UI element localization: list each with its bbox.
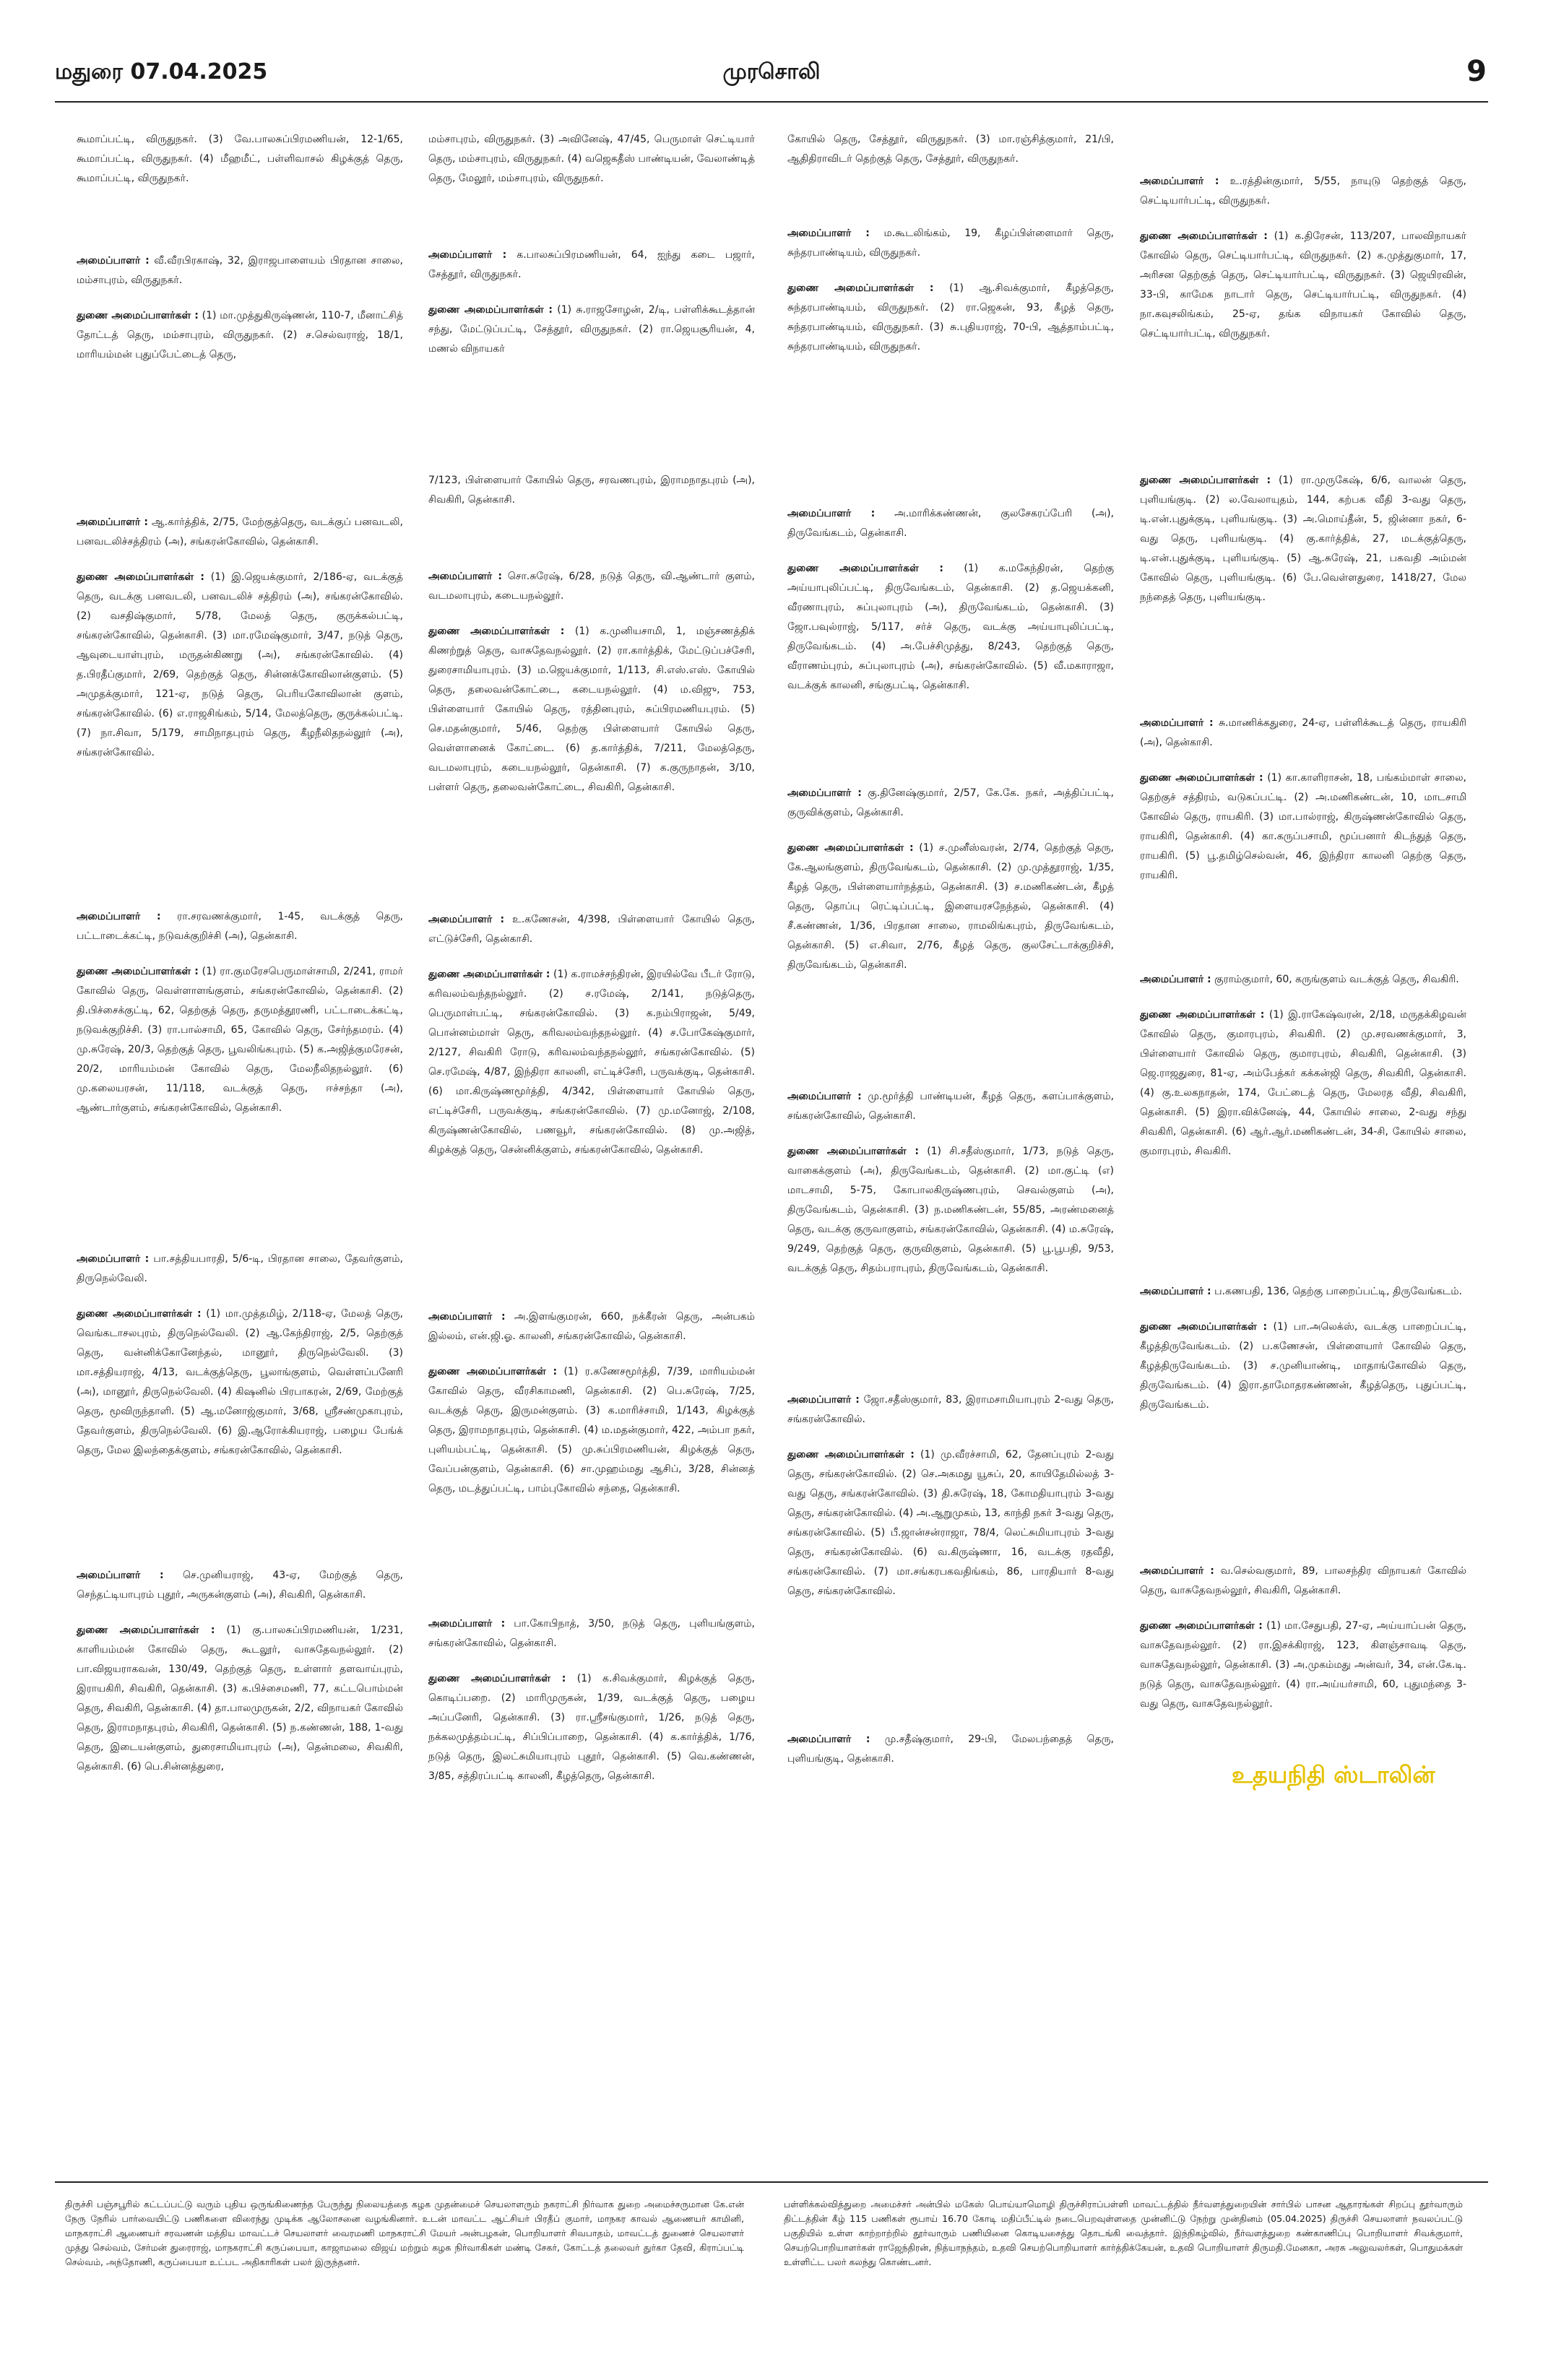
role-label: துணை அமைப்பாளர்கள் :	[428, 1366, 558, 1377]
listing-entry	[1140, 1562, 1466, 1601]
listing-text: (1) ரா.குமரேசபெருமாள்சாமி, 2/241, ராமர் கோவில் தெரு, வெள்ளாளங்குளம், சங்கரன்கோவில், தென்காசி. (2) தி.பிச்சைக்குட்டி, 62, தெற்குத் தெரு, தருமத்தூரணி, பட்டாடைக்கட்டி, நடுவக்குறிச்சி. (3) ரா.பால்சாமி, 65, கோவில் தெரு, சேர்ந்தமரம். (4) மு.சுரேஷ், 20/3, தெற்குத் தெரு, பூவலிங்கபுரம். (5) க.அஜித்குமரேசன், 20/2, மாரியம்மன் கோவில் தெரு, மேலநீலிதநல்லூர். (6) மு.கலையரசன், 11/118, வடக்குத் தெரு, ஈச்சந்தா (அ), ஆண்டார்குளம், சங்கரன்கோவில், தென்காசி.	[77, 966, 403, 1114]
listing-entry	[1140, 172, 1466, 211]
header-rule	[55, 101, 1488, 103]
listing-entry	[1140, 1005, 1466, 1161]
member-listing	[428, 246, 755, 375]
role-label: அமைப்பாளர் :	[77, 516, 149, 528]
member-listing	[77, 1566, 403, 1793]
role-label: அமைப்பாளர் :	[787, 1091, 862, 1102]
member-listing	[428, 910, 755, 1176]
listing-text: க.பாலசுப்பிரமணியன், 64, ஐந்து கடை பஜார், சேத்தூர், விருதுநகர்.	[428, 249, 755, 280]
member-listing	[1140, 714, 1466, 901]
listing-text: கு.தினேஷ்குமார், 2/57, கே.கே. நகர், அத்திப்பட்டி, குருவிக்குளம், தென்காசி.	[787, 787, 1114, 818]
role-label: அமைப்பாளர் :	[428, 249, 507, 261]
listing-text: (1) மு.வீரச்சாமி, 62, தேனப்புரம் 2-வது தெரு, சங்கரன்கோவில். (2) செ.அகமது யூசுப், 20, காயிதேமில்லத் 3-வது தெரு, சங்கரன்கோவில். (3) தி.சுரேஷ், 18, கோமதியாபுரம் 3-வது தெரு, சங்கரன்கோவில். (4) அ.ஆறுமுகம், 13, காந்தி நகர் 3-வது தெரு, சங்கரன்கோவில். (5) பீ.ஜான்சன்ராஜா, 78/4, லெட்சுமியாபுரம் 3-வது தெரு, சங்கரன்கோவில். (6) வ.கிருஷ்ணா, 16, வடக்கு ரதவீதி, சங்கரன்கோவில். (7) மா.சங்கரபகவதிங்கம், 86, பாரதியார் 8-வது தெரு, சங்கரன்கோவில்.	[787, 1449, 1115, 1597]
role-label: அமைப்பாளர் :	[77, 1253, 150, 1265]
member-listing	[428, 1614, 755, 1802]
listing-text: செ.முனியராஜ், 43-ஏ, மேற்குத் தெரு, செந்தட்டியாபுரம் புதூர், அருகன்குளம் (அ), சிவகிரி, தென்காசி.	[77, 1570, 403, 1601]
listing-entry	[787, 279, 1114, 357]
listing-entry	[787, 224, 1114, 263]
listing-entry	[428, 1362, 755, 1499]
role-label: துணை அமைப்பாளர்கள் :	[77, 571, 204, 583]
member-listing	[77, 130, 403, 204]
listing-entry	[1140, 769, 1466, 886]
listing-text: ரா.சரவணக்குமார், 1-45, வடக்குத் தெரு, பட்டாடைக்கட்டி, நடுவக்குறிச்சி (அ), தென்காசி.	[77, 911, 403, 942]
role-label: துணை அமைப்பாளர்கள் :	[1140, 1321, 1268, 1333]
listing-text: (1) ரா.முருகேஷ், 6/6, வாலன் தெரு, புளியங்குடி. (2) ல.வேலாயுதம், 144, கற்பக வீதி 3-வது தெரு, டி.என்.புதுக்குடி, புளியங்குடி. (3) அ.மொய்தீன், 5, ஜின்னா நகர், 6-வது தெரு, புளியங்குடி. (4) கு.கார்த்திக், 27, மடக்குத்தெரு, டி.என்.புதுக்குடி, புளியங்குடி. (5) ஆ.சுரேஷ், 21, பகவதி அம்மன் கோவில் தெரு, புளியங்குடி. (6) பே.வெள்ளதுரை, 1418/27, மேல நந்தைத் தெரு, புளியங்குடி.	[1140, 475, 1466, 603]
listing-text: ஜோ.சதீஸ்குமார், 83, இராமசாமியாபுரம் 2-வது தெரு, சங்கரன்கோவில்.	[787, 1394, 1114, 1425]
listing-text: மம்சாபுரம், விருதுநகர். (3) அவினேஷ், 47/45, பெருமாள் செட்டியார் தெரு, மம்சாபுரம், விருதுநகர். (4) வஜெகதீஸ் பாண்டியன், வேலாண்டித் தெரு, மேலூர், மம்சாபுரம், விருதுநகர்.	[428, 134, 755, 184]
role-label: துணை அமைப்பாளர்கள் :	[77, 1624, 215, 1636]
listing-entry	[77, 306, 403, 365]
listing-text: அ.இளங்குமரன், 660, நக்கீரன் தெரு, அன்பகம் இல்லம், என்.ஜி.ஓ. காலனி, சங்கரன்கோவில், தென்காசி.	[428, 1311, 755, 1342]
listing-text: (1) க.முனியசாமி, 1, மஞ்சணத்திக் கிணற்றுத் தெரு, வாசுதேவநல்லூர். (2) ரா.கார்த்திக், மேட்டுப்பச்சேரி, துரைசாமியாபுரம். (3) ம.ஜெயக்குமார், 1/113, சி.எஸ்.எஸ். கோயில் தெரு, தலைவன்கோட்டை, கடையநல்லூர். (4) ம.விஜு, 753, பிள்ளையார் கோயில் தெரு, ரத்தினபுரம், சுப்பிரமணியபுரம். (5) செ.மதன்குமார், 5/46, தெற்கு பிள்ளையார் கோயில் தெரு, வெள்ளானைக் கோட்டை. (6) த.கார்த்திக், 7/211, மேலத்தெரு, வடமலாபுரம், கடையநல்லூர், தென்காசி. (7) க.குருநாதன், 3/10, பள்ளர் தெரு, தலைவன்கோட்டை, சிவகிரி, தென்காசி.	[428, 626, 755, 793]
listing-entry	[1140, 714, 1466, 753]
listing-text: (1) கா.காளிராசன், 18, பங்கம்மாள் சாலை, தெற்குச் சத்திரம், வடுகப்பட்டி. (2) அ.மணிகண்டன், 10, மாடசாமி கோவில் தெரு, ராயகிரி. (3) மா.பால்ராஜ், கிருஷ்ணன்கோவில் தெரு, ராயகிரி, தென்காசி. (4) கா.கருப்பசாமி, மூப்பனார் கிடந்துத் தெரு, ராயகிரி. (5) பூ.தமிழ்செல்வன், 46, இந்திரா காலனி தெற்கு தெரு, ராயகிரி.	[1140, 772, 1466, 881]
listing-entry	[428, 1614, 755, 1653]
member-listing	[428, 567, 755, 813]
role-label: அமைப்பாளர் :	[1140, 1565, 1214, 1577]
listing-entry	[428, 622, 755, 797]
listing-continuation	[77, 130, 403, 189]
listing-text: (1) கு.பாலசுப்பிரமணியன், 1/231, காளியம்மன் கோவில் தெரு, கூடலூர், வாசுதேவநல்லூர். (2) பா.விஜயராகவன், 130/49, தெற்குத் தெரு, உள்ளார் தளவாய்புரம், இராயகிரி, சிவகிரி, தென்காசி. (3) க.பிச்சைமணி, 77, கட்டபொம்மன் தெரு, சிவகிரி, தென்காசி. (4) தா.பாலமுருகன், 2/2, விநாயகர் கோவில் தெரு, இராமநாதபுரம், சிவகிரி, தென்காசி. (5) ந.கண்ணன், 188, 1-வது தெரு, இடையன்குளம், துரைசாமியாபுரம் (அ), தென்மலை, சிவகிரி, தென்காசி. (6) பெ.சின்னத்துரை,	[77, 1624, 403, 1773]
member-listing	[428, 1307, 755, 1515]
listing-entry	[787, 504, 1114, 543]
listing-entry	[1140, 1282, 1466, 1302]
member-listing	[77, 907, 403, 1134]
listing-text: (1) மா.சேதுபதி, 27-ஏ, அய்யாப்பன் தெரு, வாசுதேவநல்லூர். (2) ரா.இசக்கிராஜ், 123, கிளஞ்சாவடி தெரு, வாசுதேவநல்லூர், தென்காசி. (3) அ.முகம்மது அன்வர், 34, என்.கே.டி. நடுத் தெரு, வாசுதேவநல்லூர். (4) ரா.அய்யர்சாமி, 60, புதுமந்தை 3-வது தெரு, வாசுதேவநல்லூர்.	[1140, 1620, 1467, 1710]
listing-text: (1) ச.முனீஸ்வரன், 2/74, தெற்குத் தெரு, கே.ஆலங்குளம், திருவேங்கடம், தென்காசி. (2) மு.முத்தூராஜ், 1/35, கீழத் தெரு, பிள்ளையார்நத்தம், தென்காசி. (3) ச.மணிகண்டன், கீழத் தெரு, தொப்பு ரெட்டிப்பட்டி, இளையரசநேந்தல், தென்காசி. (4) சீ.கண்ணன், 1/36, பிரதான சாலை, ராமலிங்கபுரம், திருவேங்கடம், தென்காசி. (5) எ.சிவா, 2/76, கீழத் தெரு, குலசேட்டாக்குறிச்சி, திருவேங்கடம், தென்காசி.	[787, 842, 1114, 971]
role-label: அமைப்பாளர் :	[428, 571, 502, 582]
listing-entry	[77, 1304, 403, 1461]
listing-text: சு.மாணிக்கதுரை, 24-ஏ, பள்ளிக்கூடத் தெரு, ராயகிரி (அ), தென்காசி.	[1140, 717, 1466, 748]
listing-text: கோயில் தெரு, சேத்தூர், விருதுநகர். (3) மா.ரஞ்சித்குமார், 21/பி, ஆதிதிராவிடர் தெற்குத் தெரு, சேத்தூர், விருதுநகர்.	[787, 134, 1114, 165]
listing-entry	[77, 568, 403, 763]
role-label: துணை அமைப்பாளர்கள் :	[1140, 1009, 1265, 1021]
listing-text: அ.மாரிக்கண்ணன், குலசேகரப்பேரி (அ), திருவேங்கடம், தென்காசி.	[787, 508, 1114, 539]
member-listing	[787, 1390, 1114, 1617]
listing-continuation	[428, 471, 755, 510]
page-header	[42, 52, 1501, 95]
member-listing	[787, 1087, 1114, 1294]
listing-entry	[428, 1307, 755, 1346]
listing-entry	[77, 962, 403, 1118]
role-label: துணை அமைப்பாளர்கள் :	[787, 1146, 919, 1157]
role-label: துணை அமைப்பாளர்கள் :	[428, 304, 553, 316]
role-label: துணை அமைப்பாளர்கள் :	[428, 1673, 566, 1684]
member-listing	[77, 251, 403, 381]
role-label: துணை அமைப்பாளர்கள் :	[1140, 1620, 1263, 1632]
listing-text: ப.கணபதி, 136, தெற்கு பாறைப்பட்டி, திருவேங்கடம்.	[1214, 1286, 1462, 1297]
listing-entry	[787, 1087, 1114, 1126]
listing-entry	[787, 1730, 1114, 1769]
role-label: அமைப்பாளர் :	[787, 1734, 870, 1745]
listing-text: ம.கூடலிங்கம், 19, கீழப்பிள்ளைமார் தெரு, சுந்தரபாண்டியம், விருதுநகர்.	[787, 228, 1114, 259]
listing-text: சொ.சுரேஷ், 6/28, நடுத் தெரு, வி.ஆண்டார் குளம், வடமலாபுரம், கடையநல்லூர்.	[428, 571, 755, 602]
listing-continuation	[428, 130, 755, 189]
listing-entry	[1140, 471, 1466, 607]
listing-text: வீ.வீரபிரகாஷ், 32, இராஜபாளையம் பிரதான சாலை, மம்சாபுரம், விருதுநகர்.	[77, 255, 403, 286]
listing-text: (1) பா.அலெக்ஸ், வடக்கு பாறைப்பட்டி, கீழத்திருவேங்கடம். (2) ப.கணேசன், பிள்ளையார் கோவில் தெரு, கீழத்திருவேங்கடம். (3) ச.முனியாண்டி, மாதாங்கோவில் தெரு, திருவேங்கடம். (4) இரா.தாமோதரகண்ணன், கீழத்தெரு, புதுப்பட்டி, திருவேங்கடம்.	[1140, 1321, 1467, 1411]
footer-rule	[55, 2181, 1488, 2183]
listing-entry	[77, 1250, 403, 1289]
listing-entry	[1140, 1317, 1466, 1415]
footer-caption-left: திருச்சி பஞ்சபூரில் கட்டப்பட்டு வரும் புதிய ஒருங்கிணைந்த பேருந்து நிலையத்தை கழக முதன்மைச் செயலாளரும் நகராட்சி நிர்வாக துறை அமைச்சருமான கே.என் நேரு நேரில் பார்வையிட்டு பணிகளை விரைந்து முடிக்க ஆலோசனை வழங்கினார். உடன் மாவட்ட ஆட்சியர் பிரதீப் குமார், மாநகர காவல் ஆணையர் காமினி, மாநகராட்சி ஆணையர் சரவணன் மத்திய மாவட்டச் செயலாளர் வைரமணி மாநகராட்சி மேயர் அன்பழகன், பொறியாளர் சிவபாதம், மாவட்டத் துணைச் செயலாளர் முத்து செல்வம், சேர்மன் துரைராஜ், மாநகராட்சி கருப்பையா, காஜாமலை விஜய் மற்றும் கழக நிர்வாகிகள் மண்டி சேகர், கோட்டத் தலைவர் துர்கா தேவி, கிராப்பட்டி செல்வம், அந்தோணி, கருப்பையா உட்பட அதிகாரிகள் பலர் இருந்தனர்.	[65, 2199, 744, 2267]
listing-text: குராம்குமார், 60, கருங்குளம் வடக்குத் தெரு, சிவகிரி.	[1214, 974, 1459, 985]
role-label: அமைப்பாளர் :	[787, 508, 876, 519]
role-label: துணை அமைப்பாளர்கள் :	[1140, 475, 1271, 486]
member-listing	[1140, 1282, 1466, 1431]
role-label: அமைப்பாளர் :	[787, 228, 870, 239]
listing-text: உ.ரத்தின்குமார், 5/55, நாயுடு தெற்குத் தெரு, செட்டியார்பட்டி, விருதுநகர்.	[1140, 176, 1466, 207]
listing-entry	[428, 300, 755, 359]
listing-entry	[77, 1566, 403, 1605]
listing-text: (1) இ.ராகேஷ்வரன், 2/18, மருதக்கிழவன் கோவில் தெரு, குமாரபுரம், சிவகிரி. (2) மு.சரவணக்குமார், 3, பிள்ளையார் கோவில் தெரு, குமாரபுரம், சிவகிரி, தென்காசி. (3) ஜெ.ராஜதுரை, 81-ஏ, அம்பேத்கர் கக்கன்ஜி தெரு, சிவகிரி, தென்காசி. (4) கு.உலகநாதன், 174, பேட்டைத் தெரு, மேலரத வீதி, சிவகிரி, தென்காசி. (5) இரா.விக்னேஷ், 44, கோயில் சாலை, 2-வது சந்து சிவகிரி, தென்காசி. (6) ஆர்.ஆர்.மணிகண்டன், 34-சி, கோயில் சாலை, குமாரபுரம், சிவகிரி.	[1140, 1009, 1467, 1157]
role-label: அமைப்பாளர் :	[77, 255, 150, 267]
listing-entry	[428, 246, 755, 285]
listing-text: (1) க.மகேந்திரன், தெற்கு அய்யாபுலிப்பட்டி, திருவேங்கடம், தென்காசி. (2) த.ஜெயக்கனி, வீரணாபுரம், சுப்புலாபுரம் (அ), திருவேங்கடம், தென்காசி. (3) ஜோ.பவுல்ராஜ், 5/117, சர்ச் தெரு, வடக்கு அய்யாபுலிப்பட்டி, திருவேங்கடம். (4) அ.பேச்சிமுத்து, 8/243, தெற்குத் தெரு, வீராணம்புரம், சுப்புலாபுரம் (அ), சங்கரன்கோவில். (5) வீ.மகாராஜா, வடக்குக் காலனி, சங்குபட்டி, தென்காசி.	[787, 563, 1115, 691]
role-label: அமைப்பாளர் :	[77, 1570, 164, 1581]
role-label: அமைப்பாளர் :	[1140, 176, 1219, 187]
member-listing	[1140, 172, 1466, 360]
listing-entry	[1140, 970, 1466, 990]
listing-entry	[787, 1142, 1114, 1278]
listing-text: (1) க.திரேசன், 113/207, பாலவிநாயகர் கோவில் தெரு, செட்டியார்பட்டி, விருதுநகர். (2) க.முத்துகுமார், 17, அரிசன தெற்குத் தெரு, செட்டியார்பட்டி, விருதுநகர். (3) ஜெயிரவின், 33-பி, காமேக நாடார் தெரு, செட்டியார்பட்டி, விருதுநகர். (4) நா.கவுசலிங்கம், 25-ஏ, தங்க விநாயகர் கோவில் தெரு, செட்டியார்பட்டி, விருதுநகர்.	[1140, 230, 1467, 339]
listing-entry	[77, 907, 403, 946]
member-listing	[787, 504, 1114, 711]
member-listing	[787, 224, 1114, 373]
member-listing	[77, 1250, 403, 1476]
page-number: 9	[1466, 55, 1487, 88]
listing-text: 7/123, பிள்ளையார் கோயில் தெரு, சரவணபுரம், இராமநாதபுரம் (அ), சிவகிரி, தென்காசி.	[428, 475, 755, 506]
listing-entry	[1140, 227, 1466, 344]
listing-entry	[428, 965, 755, 1160]
role-label: அமைப்பாளர் :	[428, 914, 505, 925]
member-listing	[787, 784, 1114, 991]
listing-entry	[77, 251, 403, 290]
role-label: அமைப்பாளர் :	[787, 787, 862, 799]
footer-caption-right: பள்ளிக்கல்வித்துறை அமைச்சர் அன்பில் மகேஸ் பொய்யாமொழி திருச்சிராப்பள்ளி மாவட்டத்தில் நீர்வளத்துறையின் சார்பில் பாசன ஆதாரங்கள் சிறப்பு தூர்வாரும் திட்டத்தின் கீழ் 115 பணிகள் ரூபாய் 16.70 கோடி மதிப்பீட்டில் நடைபெறவுள்ளதை முன்னிட்டு நேற்று முன்தினம் (05.04.2025) திருச்சி செயலாளர் நவலப்பட்டு பகுதியில் உள்ள காற்றாற்றில் தூர்வாரும் பணியினை கொடியசைத்து தொடங்கி வைத்தார். இந்நிகழ்வில், நீர்வளத்துறை கண்காணிப்பு பொறியாளர் சிவக்குமார், செயற்பொறியாளர்கள் ராஜேந்திரன், நித்யாநந்தம், உதவி செயற்பொறியாளர் கார்த்திக்கேயன், உதவி பொறியாளர் திருமதி.மேனகா, அரசு அலுவலர்கள், பொதுமக்கள் உள்ளிட்ட பலர் கலந்து கொண்டனர்.	[784, 2199, 1463, 2267]
role-label: அமைப்பாளர் :	[77, 911, 161, 922]
listing-text: மு.சதீஷ்குமார், 29-பி, மேலபந்தைத் தெரு, புளியங்குடி, தென்காசி.	[787, 1734, 1114, 1765]
listing-text: ஆ.கார்த்திக், 2/75, மேற்குத்தெரு, வடக்குப் பனவடலி, பனவடலிச்சத்திரம் (அ), சங்கரன்கோவில், தென்காசி.	[77, 516, 403, 548]
listing-entry	[787, 784, 1114, 823]
listing-text: (1) க.ராமச்சந்திரன், இரயில்வே பீடர் ரோடு, கரிவலம்வந்தநல்லூர். (2) ச.ரமேஷ், 2/141, நடுத்தெரு, பெருமாள்பட்டி, சங்கரன்கோவில். (3) க.நம்பிராஜன், 5/49, பொன்னம்மாள் தெரு, கரிவலம்வந்தநல்லூர். (4) ச.போகேஷ்குமார், 2/127, சிவகிரி ரோடு, கரிவலம்வந்தநல்லூர், சங்கரன்கோவில். (5) செ.ரமேஷ், 4/87, இந்திரா காலனி, எட்டிச்சேரி, பருவக்குடி, தென்காசி. (6) மா.கிருஷ்ணமூர்த்தி, 4/342, பிள்ளையார் கோயில் தெரு, எட்டிச்சேரி, பருவக்குடி, சங்கரன்கோவில். (7) மு.மனோஜ், 2/108, கிருஷ்ணன்கோவில், பணவூர், சங்கரன்கோவில். (8) மு.அஜித், கிழக்குத் தெரு, சென்னிக்குளம், சங்கரன்கோவில், தென்காசி.	[428, 969, 755, 1156]
listing-entry	[1140, 1617, 1466, 1714]
member-listing	[428, 471, 755, 526]
member-listing	[77, 513, 403, 779]
role-label: துணை அமைப்பாளர்கள் :	[428, 626, 565, 637]
role-label: அமைப்பாளர் :	[1140, 1286, 1211, 1297]
member-listing	[787, 1730, 1114, 1785]
role-label: துணை அமைப்பாளர்கள் :	[77, 310, 199, 321]
listing-entry	[787, 1390, 1114, 1429]
role-label: துணை அமைப்பாளர்கள் :	[787, 1449, 915, 1461]
role-label: துணை அமைப்பாளர்கள் :	[1140, 230, 1268, 242]
listing-text: (1) மா.முத்துகிருஷ்ணன், 110-7, மீனாட்சித் தோட்டத் தெரு, மம்சாபுரம், விருதுநகர். (2) ச.செல்வராஜ், 18/1, மாரியம்மன் புதுப்பேட்டைத் தெரு,	[77, 310, 404, 360]
member-listing	[1140, 1562, 1466, 1730]
member-listing	[1140, 471, 1466, 623]
listing-text: உ.கணேசன், 4/398, பிள்ளையார் கோயில் தெரு, எட்டுச்சேரி, தென்காசி.	[428, 914, 755, 945]
role-label: அமைப்பாளர் :	[428, 1618, 506, 1630]
listing-text: (1) ர.கணேசமூர்த்தி, 7/39, மாரியம்மன் கோவில் தெரு, வீரசிகாமணி, தென்காசி. (2) பெ.சுரேஷ், 7/25, வடக்குத் தெரு, இருமன்குளம். (3) க.மாரிச்சாமி, 1/143, கிழக்குத் தெரு, இராமநாதபுரம், தென்காசி. (4) ம.மதன்குமார், 422, அம்பா நகர், புளியம்பட்டி, தென்காசி. (5) மு.சுப்பிரமணியன், கிழக்குத் தெரு, வேப்பன்குளம், தென்காசி. (6) சா.முஹம்மது ஆசிப், 3/28, சின்னத் தெரு, மடத்துப்பட்டி, பாம்புகோவில் சந்தை, தென்காசி.	[428, 1366, 756, 1494]
listing-text: (1) இ.ஜெயக்குமார், 2/186-ஏ, வடக்குத் தெரு, வடக்கு பனவடலி, பனவடலிச் சத்திரம் (அ), சங்கரன்கோவில். (2) வசதிஷ்குமார், 5/78, மேலத் தெரு, குருக்கல்பட்டி, சங்கரன்கோவில், தென்காசி. (3) மா.ரமேஷ்குமார், 3/47, நடுத் தெரு, ஆவுடையாள்புரம், மருதன்கிணறு (அ), சங்கரன்கோவில். (4) த.பிரதீப்குமார், 2/69, தெற்குத் தெரு, சின்னக்கோவிலான்குளம். (5) அமுதக்குமார், 121-ஏ, நடுத் தெரு, பெரியகோவிலான் குளம், சங்கரன்கோவில். (6) எ.ராஜசிங்கம், 5/14, மேலத்தெரு, குருக்கல்பட்டி. (7) நா.சிவா, 5/179, சாமிநாதபுரம் தெரு, கீழநீலிதநல்லூர் (அ), சங்கரன்கோவில்.	[77, 571, 404, 758]
role-label: அமைப்பாளர் :	[787, 1394, 860, 1406]
listing-entry	[428, 910, 755, 949]
edition-date: மதுரை 07.04.2025	[55, 59, 268, 85]
listing-text: (1) க.சிவக்குமார், கிழக்குத் தெரு, கொடிப்பறை. (2) மாரிமுருகன், 1/39, வடக்குத் தெரு, பழைய அப்பனேரி, தென்காசி. (3) ரா.ஸ்ரீசங்குமார், 1/26, நடுத் தெரு, நக்கலமுத்தம்பட்டி, சிப்பிப்பாறை, தென்காசி. (4) க.கார்த்திக், 1/76, நடுத் தெரு, இலட்சுமியாபுரம் புதூர், தென்காசி. (5) வெ.கண்ணன், 3/85, சத்திரப்பட்டி காலனி, கீழத்தெரு, தென்காசி.	[428, 1673, 755, 1782]
role-label: துணை அமைப்பாளர்கள் :	[77, 966, 199, 977]
newspaper-name: முரசொலி	[722, 59, 821, 85]
member-listing	[1140, 970, 1466, 1177]
role-label: துணை அமைப்பாளர்கள் :	[787, 842, 914, 854]
listing-text: மு.மூர்த்தி பாண்டியன், கீழத் தெரு, களப்பாக்குளம், சங்கரன்கோவில், தென்காசி.	[787, 1091, 1115, 1122]
listing-entry	[77, 1621, 403, 1777]
listing-text: (1) சி.சதீஸ்குமார், 1/73, நடுத் தெரு, வாகைக்குளம் (அ), திருவேங்கடம், தென்காசி. (2) மா.குட்டி (எ) மாடசாமி, 5-75, கோபாலகிருஷ்ணபுரம், செவல்குளம் (அ), திருவேங்கடம், தென்காசி. (3) ந.மணிகண்டன், 55/85, அரண்மனைத் தெரு, வடக்கு குருவாகுளம், சங்கரன்கோவில், தென்காசி. (4) ம.சுரேஷ், 9/249, தெற்குத் தெரு, குருவிகுளம், தென்காசி. (5) பூ.பூபதி, 9/53, வடக்குத் தெரு, சிதம்பராபுரம், திருவேங்கடம், தென்காசி.	[787, 1146, 1114, 1274]
role-label: துணை அமைப்பாளர்கள் :	[77, 1308, 202, 1320]
role-label: துணை அமைப்பாளர்கள் :	[787, 563, 944, 574]
listing-entry	[428, 1669, 755, 1786]
role-label: துணை அமைப்பாளர்கள் :	[428, 969, 550, 980]
listing-text: பா.கோபிநாத், 3/50, நடுத் தெரு, புளியங்குளம், சங்கரன்கோவில், தென்காசி.	[428, 1618, 755, 1649]
listing-entry	[428, 567, 755, 606]
role-label: அமைப்பாளர் :	[428, 1311, 506, 1323]
listing-entry	[787, 839, 1114, 975]
member-listing	[428, 130, 755, 204]
role-label: துணை அமைப்பாளர்கள் :	[787, 282, 934, 294]
listing-text: (1) ஆ.சிவக்குமார், கீழத்தெரு, சுந்தரபாண்டியம், விருதுநகர். (2) ரா.ஜெகன், 93, கீழத் தெரு, சுந்தரபாண்டியம், விருதுநகர். (3) சு.புதியராஜ், 70-பி, ஆத்தாம்பட்டி, சுந்தரபாண்டியம், விருதுநகர்.	[787, 282, 1114, 352]
role-label: அமைப்பாளர் :	[1140, 717, 1214, 729]
listing-text: பா.சத்தியபாரதி, 5/6-டி, பிரதான சாலை, தேவர்குளம், திருநெல்வேலி.	[77, 1253, 403, 1284]
listing-entry	[77, 513, 403, 552]
listing-text: வ.செல்வகுமார், 89, பாலசந்திர விநாயகர் கோவில் தெரு, வாசுதேவநல்லூர், சிவகிரி, தென்காசி.	[1140, 1565, 1466, 1596]
listing-text: (1) மா.முத்தமிழ், 2/118-ஏ, மேலத் தெரு, வெங்கடாசலபுரம், திருநெல்வேலி. (2) ஆ.கேந்திராஜ், 2/5, தெற்குத் தெரு, வன்னிக்கோனேந்தல், மானூர், திருநெல்வேலி. (3) மா.சத்தியராஜ், 4/13, வடக்குத்தெரு, பூலாங்குளம், வெள்ளப்பனேரி (அ), மானூர், திருநெல்வேலி. (4) கிஷனில் பிரபாகரன், 2/69, மேற்குத் தெரு, மூவிருந்தாளி. (5) ஆ.மனோஜ்குமார், 3/68, ஸ்ரீசண்முகாபுரம், தேவர்குளம், திருநெல்வேலி. (6) இ.ஆரோக்கியராஜ், பழைய பேங்க் தெரு, மேல இலந்தைக்குளம், சங்கரன்கோவில், தென்காசி.	[77, 1308, 403, 1456]
listing-entry	[787, 559, 1114, 696]
signature-name: உதயநிதி ஸ்டாலின்	[1232, 1761, 1435, 1788]
listing-text: (1) சு.ராஜசோழன், 2/டி, பள்ளிக்கூடத்தான் சந்து, மேட்டுப்பட்டி, சேத்தூர், விருதுநகர். (2) ரா.ஜெயசூரியன், 4, மணல் விநாயகர்	[428, 304, 756, 355]
role-label: துணை அமைப்பாளர்கள் :	[1140, 772, 1263, 784]
listing-text: கூமாப்பட்டி, விருதுநகர். (3) வே.பாலசுப்பிரமணியன், 12-1/65, கூமாப்பட்டி, விருதுநகர். (4) மீஹமீட், பள்ளிவாசல் கிழக்குத் தெரு, கூமாப்பட்டி, விருதுநகர்.	[77, 134, 403, 184]
member-listing	[787, 130, 1114, 185]
listing-continuation	[787, 130, 1114, 169]
listing-entry	[787, 1445, 1114, 1601]
role-label: அமைப்பாளர் :	[1140, 974, 1211, 985]
